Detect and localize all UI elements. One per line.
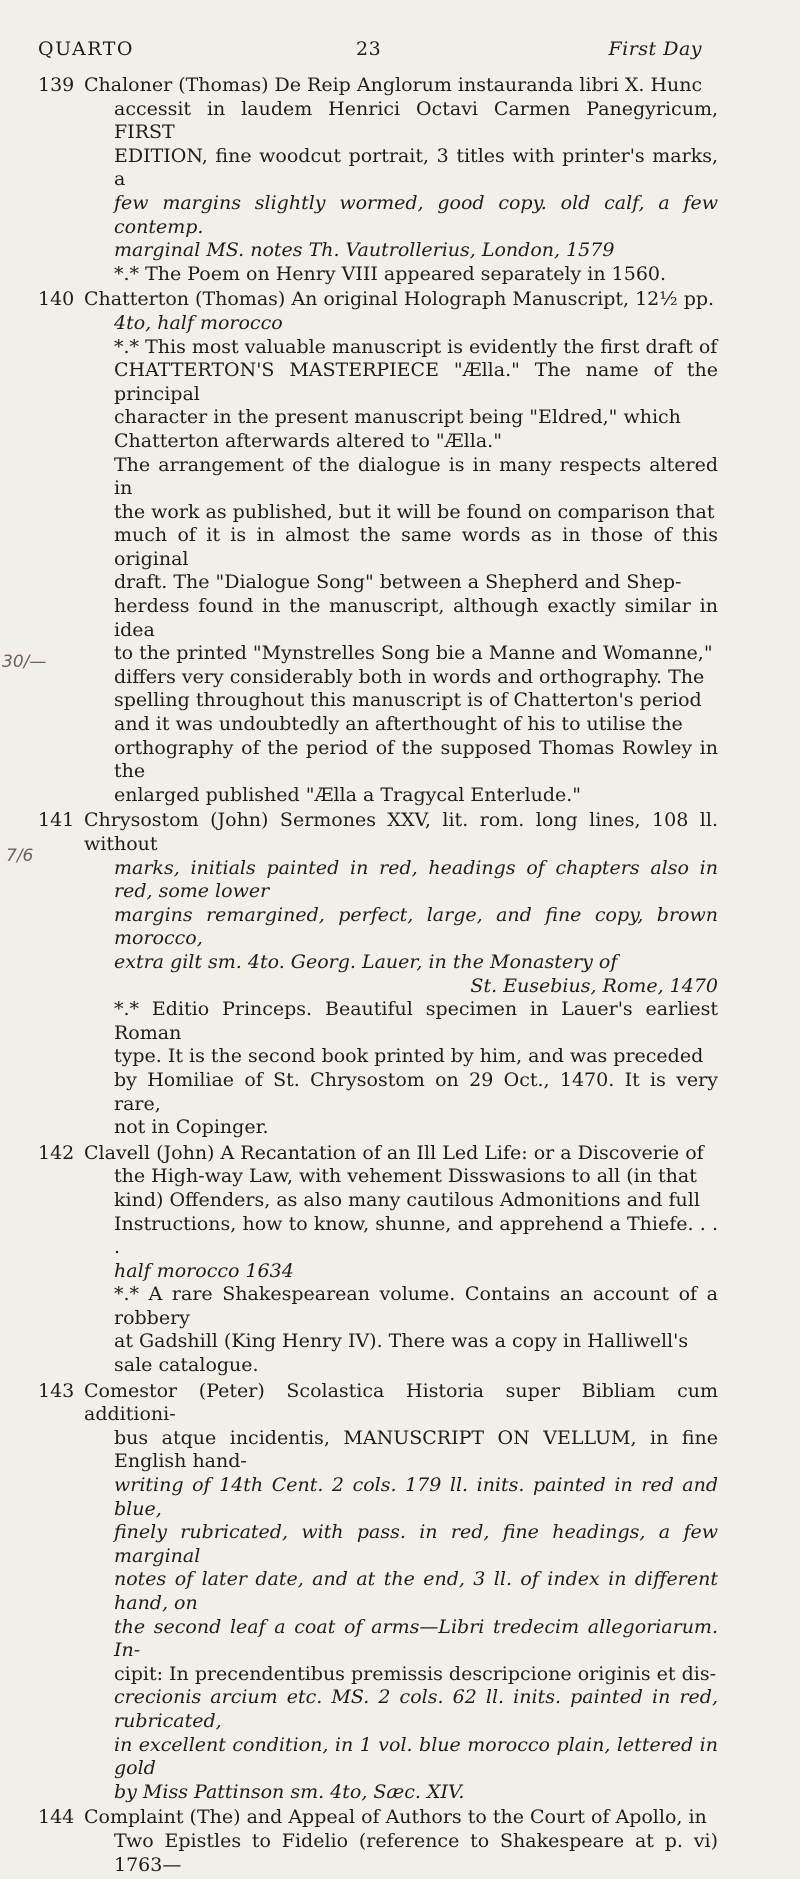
entry-line: enlarged published "Ælla a Tragycal Enterlude." [114, 783, 582, 806]
page-header [38, 38, 702, 60]
header-running-title: First Day [608, 38, 702, 60]
entry-line: the High-way Law, with vehement Disswasions to all (in that [114, 1165, 697, 1188]
entry-line: spelling throughout this manuscript is of Chatterton's period [114, 689, 702, 712]
entry-line: type. It is the second book printed by him, and was preceded [114, 1045, 704, 1068]
entry-text [84, 1380, 718, 1805]
entry-text [84, 288, 718, 807]
entry-line: sale catalogue. [114, 1354, 259, 1377]
entry-line: not in Copinger. [114, 1116, 269, 1139]
entry-note: *.* The Poem on Henry VIII appeared separately in 1560. [114, 262, 667, 285]
entry-line: 4to, half morocco [114, 311, 283, 334]
entry-number: 139 [38, 74, 75, 96]
entry-note: *.* This most valuable manuscript is evidently the first draft of [114, 335, 718, 358]
entry-line: at Gadshill (King Henry IV). There was a copy in Halliwell's [114, 1330, 689, 1353]
entry-text [84, 1806, 718, 1877]
entry-line: The arrangement of the dialogue is in many respects altered in [114, 453, 718, 500]
handwritten-price-note: 30/— [2, 652, 47, 672]
entry-line: cipit: In precendentibus premissis descripcione originis et dis- [114, 1662, 716, 1685]
entry-line: herdess found in the manuscript, although exactly similar in idea [114, 595, 718, 641]
entry-line: by Miss Pattinson sm. 4to, Sæc. XIV. [114, 1780, 465, 1803]
entry-number: 140 [38, 288, 75, 311]
entry-line: Two Epistles to Fidelio (reference to Shakespeare at p. vi) 1763— [114, 1829, 718, 1876]
entry-line: accessit in laudem Henrici Octavi Carmen Panegyricum, FIRST [114, 97, 718, 144]
entry-line: draft. The "Dialogue Song" between a Shepherd and Shep- [114, 571, 682, 594]
entry-line: crecionis arcium etc. MS. 2 cols. 62 ll. inits. painted in red, rubricated, [114, 1686, 718, 1732]
catalogue-entry [38, 1142, 718, 1378]
header-section-label: QUARTO [38, 38, 134, 60]
entry-line: EDITION, fine woodcut portrait, 3 titles with printer's marks, a [114, 144, 718, 191]
entry-line: Chatterton (Thomas) An original Holograph Manuscript, 12½ pp. [84, 288, 715, 311]
catalogue-entry [38, 1380, 718, 1805]
entry-note: *.* Editio Princeps. Beautiful specimen in Lauer's earliest Roman [114, 998, 718, 1044]
catalogue-entry [38, 809, 718, 1139]
catalogue-entry [38, 1806, 718, 1877]
handwritten-price-note: 7/6 [6, 846, 34, 866]
entry-line: Chaloner (Thomas) De Reip Anglorum instauranda libri X. Hunc [84, 74, 703, 96]
entry-line: kind) Offenders, as also many cautilous Admonitions and full [114, 1188, 700, 1211]
entry-note: *.* A rare Shakespearean volume. Contains an account of a robbery [114, 1283, 718, 1329]
entry-line: to the printed "Mynstrelles Song bie a Manne and Womanne," [114, 642, 713, 665]
entry-line: bus atque incidentis, MANUSCRIPT ON VELLUM, in fine English hand- [114, 1426, 718, 1473]
entry-line: CHATTERTON'S MASTERPIECE "Ælla." The name of the principal [114, 359, 718, 405]
entries-list [38, 74, 718, 1879]
entry-line: half morocco 1634 [114, 1259, 294, 1282]
entry-line: by Homiliae of St. Chrysostom on 29 Oct., 1470. It is very rare, [114, 1068, 718, 1115]
entry-number: 141 [38, 809, 75, 832]
entry-number: 143 [38, 1379, 75, 1402]
entry-line: notes of later date, and at the end, 3 ll. of index in different hand, on [114, 1568, 718, 1614]
entry-line: the second leaf a coat of arms—Libri tredecim allegoriarum. In- [114, 1615, 718, 1662]
entry-line: Chatterton afterwards altered to "Ælla." [114, 429, 502, 452]
entry-line: Comestor (Peter) Scolastica Historia super Bibliam cum additioni- [84, 1379, 718, 1426]
catalogue-entry [38, 288, 718, 807]
entry-text [84, 74, 718, 286]
entry-line: orthography of the period of the supposed Thomas Rowley in the [114, 736, 718, 783]
entry-line: Clavell (John) A Recantation of an Ill Led Life: or a Discoverie of [84, 1141, 704, 1164]
entry-line: Complaint (The) and Appeal of Authors to the Court of Apollo, in [84, 1806, 707, 1829]
catalogue-entry [38, 74, 718, 286]
entry-number: 144 [38, 1806, 75, 1829]
entry-line: margins remargined, perfect, large, and fine copy, brown morocco, [114, 903, 718, 950]
entry-number: 142 [38, 1141, 75, 1164]
entry-text [84, 809, 718, 1139]
entry-line: Chrysostom (John) Sermones XXV, lit. rom. long lines, 108 ll. without [84, 809, 718, 855]
entry-line: finely rubricated, with pass. in red, fine headings, a few marginal [114, 1521, 718, 1567]
page-number: 23 [356, 38, 382, 60]
entry-line: much of it is in almost the same words as in those of this original [114, 524, 718, 570]
entry-line: Instructions, how to know, shunne, and apprehend a Thiefe. . . . [114, 1212, 718, 1259]
entry-line: in excellent condition, in 1 vol. blue morocco plain, lettered in gold [114, 1733, 718, 1780]
entry-line: St. Eusebius, Rome, 1470 [470, 974, 718, 997]
entry-line: few margins slightly wormed, good copy. old calf, a few contemp. [114, 191, 718, 238]
entry-line: differs very considerably both in words and orthography. The [114, 665, 705, 688]
entry-text [84, 1142, 718, 1378]
entry-line: marginal MS. notes Th. Vautrollerius, London, 1579 [114, 239, 615, 262]
entry-line: and it was undoubtedly an afterthought of his to utilise the [114, 713, 683, 736]
entry-line: the work as published, but it will be found on comparison that [114, 500, 715, 523]
entry-line: writing of 14th Cent. 2 cols. 179 ll. inits. painted in red and blue, [114, 1474, 718, 1520]
entry-line: character in the present manuscript being "Eldred," which [114, 406, 681, 429]
entry-line: extra gilt sm. 4to. Georg. Lauer, in the Monastery of [114, 950, 618, 973]
entry-line: marks, initials painted in red, headings of chapters also in red, some lower [114, 856, 718, 903]
